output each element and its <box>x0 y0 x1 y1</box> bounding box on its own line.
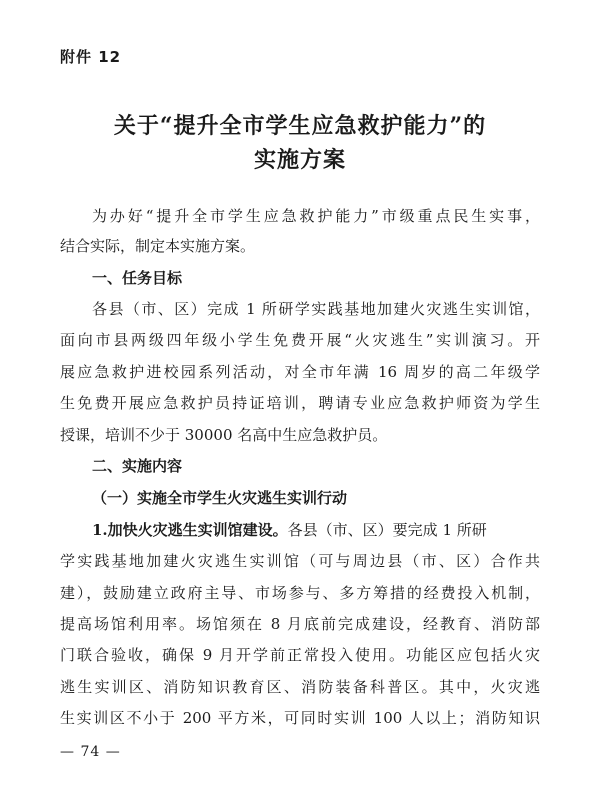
item-1-text: 各县（市、区）要完成 1 所研 <box>287 521 487 539</box>
section-1-line-1: 各县（市、区）完成 1 所研学实践基地加建火灾逃生实训馆， <box>92 300 540 318</box>
item-1-line-5: 门联合验收，确保 9 月开学前正常投入使用。功能区应包括火灾 <box>60 646 540 664</box>
section-1-line-4: 生免费开展应急救护员持证培训，聘请专业应急救护师资为学生 <box>60 394 540 412</box>
section-1-heading: 一、任务目标 <box>92 269 183 287</box>
item-1-line-3: 建），鼓励建立政府主导、市场参与、多方筹措的经费投入机制， <box>60 584 540 602</box>
item-1-line-2: 学实践基地加建火灾逃生实训馆（可与周边县（市、区）合作共 <box>60 552 540 570</box>
item-1-title: 1.加快火灾逃生实训馆建设。 <box>92 521 288 539</box>
item-1-line-7: 生实训区不小于 200 平方米，可同时实训 100 人以上；消防知识 <box>60 709 540 727</box>
section-1-line-3: 展应急救护进校园系列活动，对全市年满 16 周岁的高二年级学 <box>60 363 540 381</box>
page-number: — 74 — <box>60 744 121 760</box>
document-title-line-1: 关于“提升全市学生应急救护能力”的 <box>113 113 487 139</box>
section-2-heading: 二、实施内容 <box>92 457 183 475</box>
item-1-first-line <box>92 520 540 540</box>
item-1-line-4: 提高场馆利用率。场馆须在 8 月底前完成建设，经教育、消防部 <box>60 615 540 633</box>
section-2-subheading: （一）实施全市学生火灾逃生实训行动 <box>92 489 348 507</box>
section-1-line-2: 面向市县两级四年级小学生免费开展“火灾逃生”实训演习。开 <box>60 331 540 349</box>
intro-line-2: 结合实际，制定本实施方案。 <box>60 237 256 255</box>
attachment-label: 附件 12 <box>60 48 122 66</box>
document-title-line-2: 实施方案 <box>253 147 346 173</box>
intro-line-1: 为办好“提升全市学生应急救护能力”市级重点民生实事， <box>92 207 540 225</box>
item-1-line-6: 逃生实训区、消防知识教育区、消防装备科普区。其中，火灾逃 <box>60 678 540 696</box>
section-1-line-5: 授课，培训不少于 30000 名高中生应急救护员。 <box>60 426 388 444</box>
